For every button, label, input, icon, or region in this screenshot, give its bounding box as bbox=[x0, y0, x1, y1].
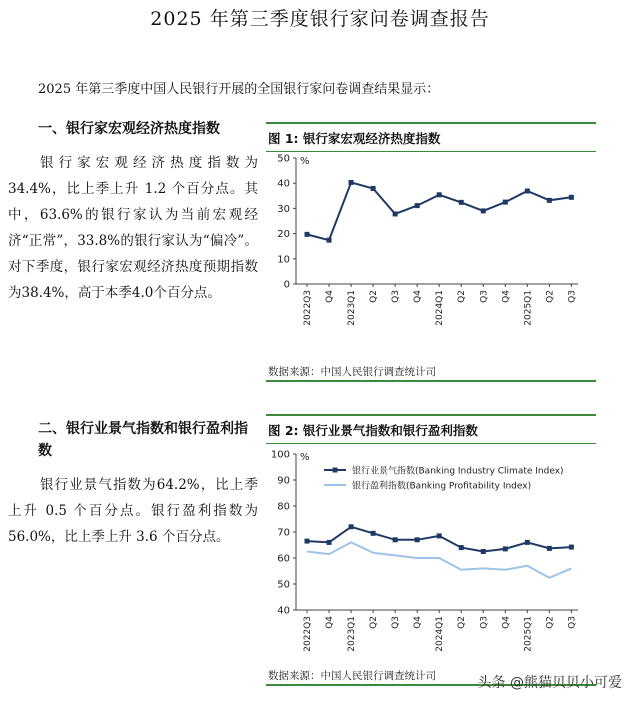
figure2-source: 数据来源：中国人民银行调查统计司 bbox=[268, 670, 436, 682]
data-point bbox=[547, 198, 552, 203]
figure1-bottom-rule bbox=[266, 380, 596, 382]
figure2-title: 图 2: 银行业景气指数和银行盈利指数 bbox=[268, 423, 478, 438]
y-tick-label: 40 bbox=[277, 605, 290, 617]
x-tick-label: Q2 bbox=[369, 616, 380, 629]
x-tick-label: 2022Q3 bbox=[303, 290, 314, 326]
figure1 bbox=[266, 122, 596, 152]
series-line-2 bbox=[307, 542, 571, 577]
y-unit-label: % bbox=[300, 156, 310, 167]
intro-text: 2025 年第三季度中国人民银行开展的全国银行家问卷调查结果显示： bbox=[38, 82, 440, 97]
report-title: 2025 年第三季度银行家问卷调查报告 bbox=[150, 8, 490, 30]
x-tick-label: 2025Q1 bbox=[523, 616, 534, 652]
data-point bbox=[327, 540, 332, 545]
watermark: 头条 @熊猫贝贝小可爱 bbox=[477, 675, 622, 691]
data-point bbox=[481, 549, 486, 554]
y-tick-label: 10 bbox=[277, 254, 290, 266]
y-tick-label: 40 bbox=[277, 178, 290, 190]
data-point bbox=[349, 180, 354, 185]
x-tick-label: 2022Q3 bbox=[303, 616, 314, 652]
x-tick-label: Q4 bbox=[413, 290, 424, 303]
data-point bbox=[481, 208, 486, 213]
data-point bbox=[459, 545, 464, 550]
x-tick-label: Q3 bbox=[567, 290, 578, 303]
x-tick-label: Q4 bbox=[325, 290, 336, 303]
data-point bbox=[415, 537, 420, 542]
x-tick-label: Q2 bbox=[369, 290, 380, 303]
figure1-chart bbox=[266, 152, 596, 358]
data-point bbox=[437, 192, 442, 197]
y-unit-label: % bbox=[300, 452, 310, 463]
data-point bbox=[305, 232, 310, 237]
y-tick-label: 100 bbox=[270, 449, 290, 461]
x-tick-label: Q3 bbox=[567, 616, 578, 629]
legend-label: 银行盈利指数(Banking Profitability Index) bbox=[352, 481, 532, 492]
y-tick-label: 70 bbox=[277, 527, 290, 539]
legend-label: 银行业景气指数(Banking Industry Climate Index) bbox=[352, 466, 564, 477]
data-point bbox=[393, 211, 398, 216]
data-point bbox=[415, 203, 420, 208]
data-point bbox=[327, 238, 332, 243]
y-tick-label: 0 bbox=[283, 279, 290, 291]
y-tick-label: 50 bbox=[277, 153, 290, 165]
x-tick-label: Q4 bbox=[325, 616, 336, 629]
section1-paragraph: 银行家宏观经济热度指数为34.4%，比上季上升 1.2 个百分点。其中，63.6%的银行家认为当前宏观经济“正常”，33.8%的银行家认为“偏冷”。对下季度，银行家宏观经济热度预期指数为38.4%，高于本季4.0个百分点。 bbox=[8, 155, 258, 301]
x-tick-label: Q3 bbox=[479, 616, 490, 629]
figure2 bbox=[266, 414, 596, 444]
y-tick-label: 60 bbox=[277, 553, 290, 565]
data-point bbox=[371, 531, 376, 536]
data-point bbox=[371, 186, 376, 191]
data-point bbox=[503, 200, 508, 205]
data-point bbox=[393, 537, 398, 542]
y-tick-label: 80 bbox=[277, 501, 290, 513]
x-tick-label: 2023Q1 bbox=[347, 290, 358, 326]
x-tick-label: Q2 bbox=[545, 290, 556, 303]
figure1-title: 图 1: 银行家宏观经济热度指数 bbox=[268, 131, 441, 146]
data-point bbox=[349, 524, 354, 529]
figure2-chart bbox=[266, 444, 596, 660]
x-tick-label: 2024Q1 bbox=[435, 616, 446, 652]
series-line-1 bbox=[307, 182, 571, 240]
x-tick-label: Q2 bbox=[457, 616, 468, 629]
legend-marker bbox=[333, 468, 338, 473]
x-tick-label: 2025Q1 bbox=[523, 290, 534, 326]
section2-paragraph: 银行业景气指数为64.2%，比上季上升 0.5 个百分点。银行盈利指数为56.0%，比上季上升 3.6 个百分点。 bbox=[8, 477, 258, 545]
data-point bbox=[305, 539, 310, 544]
data-point bbox=[547, 546, 552, 551]
x-tick-label: Q3 bbox=[391, 290, 402, 303]
x-tick-label: 2023Q1 bbox=[347, 616, 358, 652]
data-point bbox=[569, 195, 574, 200]
x-tick-label: 2024Q1 bbox=[435, 290, 446, 326]
y-tick-label: 20 bbox=[277, 229, 290, 241]
x-tick-label: Q4 bbox=[501, 616, 512, 629]
data-point bbox=[503, 546, 508, 551]
data-point bbox=[569, 545, 574, 550]
x-tick-label: Q4 bbox=[501, 290, 512, 303]
figure1-source: 数据来源：中国人民银行调查统计司 bbox=[268, 366, 436, 378]
x-tick-label: Q4 bbox=[413, 616, 424, 629]
x-tick-label: Q2 bbox=[457, 290, 468, 303]
y-tick-label: 50 bbox=[277, 579, 290, 591]
data-point bbox=[525, 540, 530, 545]
data-point bbox=[459, 200, 464, 205]
x-tick-label: Q3 bbox=[479, 290, 490, 303]
data-point bbox=[525, 189, 530, 194]
data-point bbox=[437, 533, 442, 538]
series-line-1 bbox=[307, 527, 571, 552]
x-tick-label: Q2 bbox=[545, 616, 556, 629]
y-tick-label: 90 bbox=[277, 475, 290, 487]
section1-heading: 一、银行家宏观经济热度指数 bbox=[38, 121, 220, 137]
y-tick-label: 30 bbox=[277, 203, 290, 215]
section2-heading: 二、银行业景气指数和银行盈利指数 bbox=[38, 421, 248, 459]
x-tick-label: Q3 bbox=[391, 616, 402, 629]
